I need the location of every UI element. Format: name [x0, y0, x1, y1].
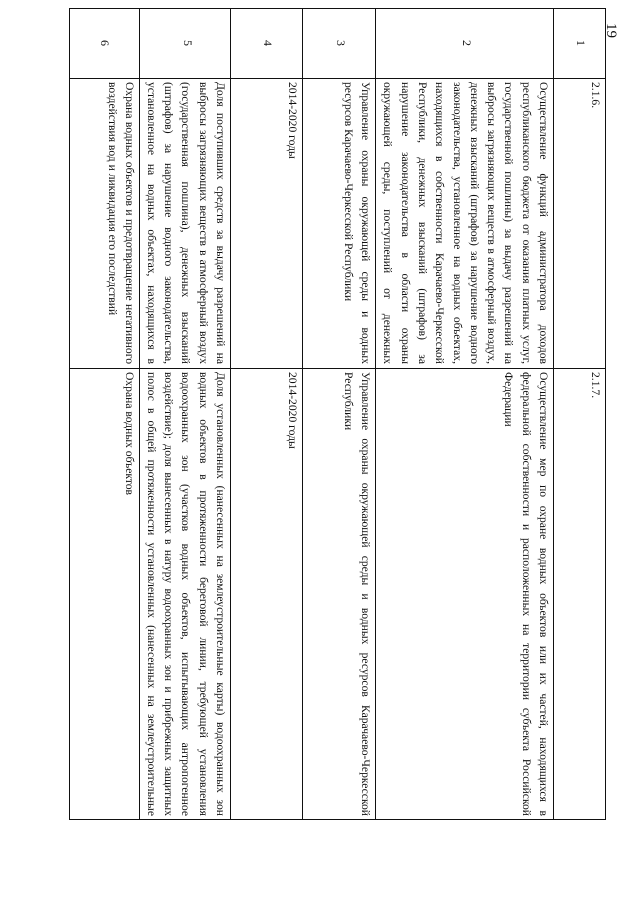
header-col-2: 2 — [460, 40, 474, 46]
measure-name: Осуществление функций администратора доходов республиканского бюджета от оказания платных услуг, государственной пошлины) за выдачу разрешений на выбросы загрязняющих веществ в атмосферный воздух, денежных взысканий (штрафов) за нарушение водного законодательства, установленное на водных объектах, находящихся в собственности Карачаево-Черкесской Республики, денежных взысканий (штрафов) за нарушение законодательства в области охраны окружающей среды, поступлений от денежных — [381, 82, 550, 364]
executor: Управление охраны окружающей среды и водных ресурсов Карачаево-Черкесской Республики — [341, 372, 372, 816]
goal: Охрана водных объектов и предотвращение негативного воздействия вод и ликвидация его последствий — [105, 82, 136, 364]
row-number: 2.1.7. — [589, 372, 602, 399]
page-number: 19 — [603, 23, 619, 38]
header-col-4: 4 — [261, 40, 275, 46]
row-number: 2.1.6. — [589, 82, 602, 109]
header-col-3: 3 — [334, 40, 348, 46]
rotated-table — [69, 8, 606, 820]
period: 2014-2020 годы — [286, 372, 299, 449]
goal: Охрана водных объектов — [123, 372, 136, 496]
measure-name: Осуществление мер по охране водных объектов или их частей, находящихся в федеральной собственности и расположенных на территории субъекта Российской Федерации — [502, 372, 550, 816]
header-col-5: 5 — [181, 40, 195, 46]
period: 2014-2020 годы — [286, 82, 299, 159]
header-col-1: 1 — [574, 40, 588, 46]
indicator: Доля поступивших средств за выдачу разрешений на выбросы загрязняющих веществ в атмосферный воздух (государственная пошлина), денежных взысканий (штрафов) за нарушение водного законодательства, установленное на водных объектах, находящихся в — [144, 82, 227, 364]
header-col-6: 6 — [98, 40, 112, 46]
executor: Управление охраны окружающей среды и водных ресурсов Карачаево-Черкесской Республики — [341, 82, 372, 364]
indicator: Доля установленных (нанесенных на землеустроительные карты) водоохранных зон водных объектов в протяженности береговой линии, требующей установления водоохранных зон (участков водных объектов, испытывающих антропогенное воздействие); доля вынесенных в натуру водоохранных зон и прибрежных защитных полос в общей протяженности установленных (нанесенных на землеустроительные — [144, 372, 227, 816]
